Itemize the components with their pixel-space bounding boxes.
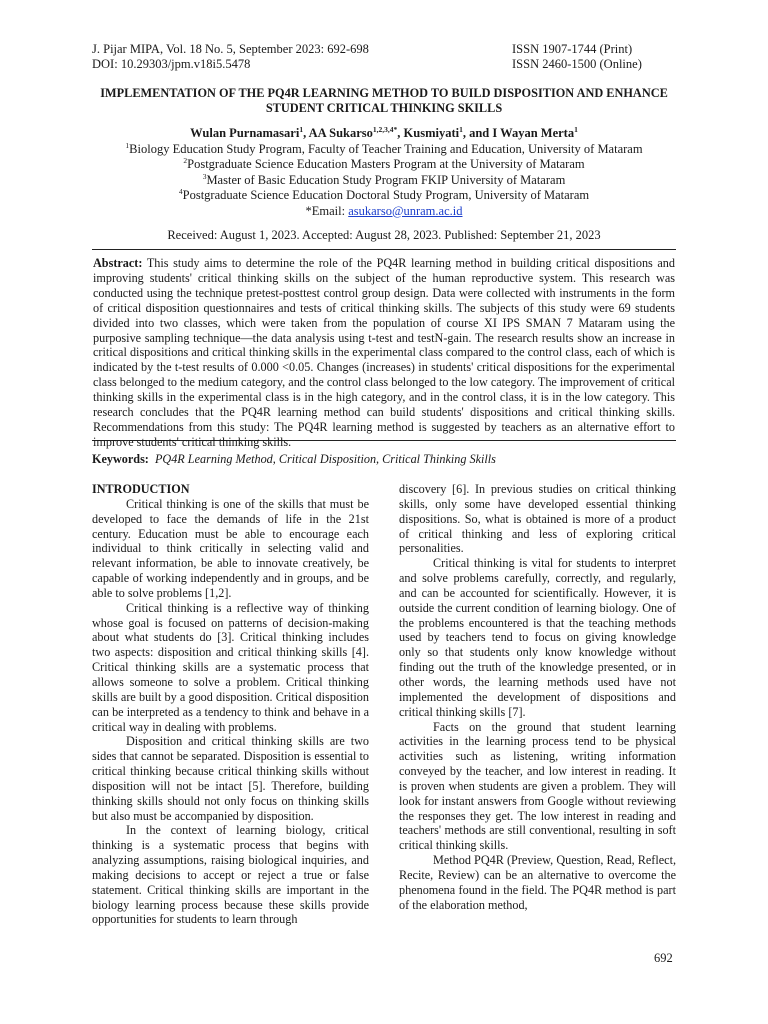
received-dates: Received: August 1, 2023. Accepted: August 28, 2023. Published: September 21, 2023	[167, 228, 601, 242]
journal-header-left	[92, 42, 369, 72]
paragraph: In the context of learning biology, critical thinking is a systematic process that begins with analyzing assumptions, raising biological inquiries, and making decisions to accept or reject a true or false statement. Critical thinking skills are important in the biology learning process because these skills provide opportunities for students to learn through	[92, 823, 369, 927]
paragraph: Facts on the ground that student learning activities in the learning process tend to be physical activities such as listening, writing information conveyed by the teacher, and low interest in reading. It is proven when students are given a problem. They will look for instant answers from Google without reviewing the responses they get. The low interest in reading and teachers' methods are still conventional, resulting in soft critical thinking skills.	[399, 719, 676, 853]
left-column	[92, 482, 369, 927]
affiliation-text: Postgraduate Science Education Masters Program at the University of Mataram	[187, 157, 585, 171]
issn-online: ISSN 2460-1500 (Online)	[512, 57, 642, 71]
paper-title: IMPLEMENTATION OF THE PQ4R LEARNING METHOD TO BUILD DISPOSITION AND ENHANCE STUDENT CRITICAL THINKING SKILLS	[100, 86, 668, 115]
author-sup: 1	[459, 124, 463, 134]
paragraph: discovery [6]. In previous studies on critical thinking skills, only some have developed essential thinking dispositions. So, what is obtained is more of a product of critical thinking and less of exploring critical personalities.	[399, 482, 676, 556]
abstract-text: This study aims to determine the role of the PQ4R learning method in building critical dispositions and improving students' critical thinking skills on the subject of the human reproductive system. This research was conducted using the technique pretest-posttest control group design. Data were collected with instruments in the form of critical disposition questionnaires and tests of critical thinking skills. The subjects of this study were 69 students divided into two classes, which were taken from the population of course XI IPS SMAN 7 Mataram using the purposive sampling technique—the data analysis using t-test and testN-gain. The research results show an increase in critical dispositions and critical thinking skills in the experimental class compared to the control class, each of which is indicated by the t-test results of 0.000 <0.05. Changes (increases) in students' critical dispositions for the experimental class belonged to the medium category, and the control class belonged to the low category. The improvement of critical thinking skills in the experimental class is in the high category, and in the control class, it is in the low category. This research concludes that the PQ4R learning method can build students' dispositions and critical thinking skills. Recommendations from this study: The PQ4R learning method is suggested by teachers as an alternative effort to improve students' critical thinking skills.	[93, 256, 675, 449]
author-name: , Kusmiyati	[397, 126, 460, 140]
section-heading-introduction: INTRODUCTION	[92, 482, 190, 496]
abstract-label: Abstract:	[93, 256, 143, 270]
author-name: , and I Wayan Merta	[462, 126, 575, 140]
author-name: Wulan Purnamasari	[190, 126, 300, 140]
affiliation-text: Biology Education Study Program, Faculty of Teacher Training and Education, University of Mataram	[129, 141, 643, 156]
author-sup: 1	[299, 124, 304, 134]
paragraph: Method PQ4R (Preview, Question, Read, Reflect, Recite, Review) can be an alternative to overcome the phenomena found in the field. The PQ4R method is part of the elaboration method,	[399, 853, 676, 912]
affiliation	[92, 188, 676, 204]
page-number: 692	[654, 951, 673, 965]
email-line	[92, 204, 676, 220]
paragraph: Disposition and critical thinking skills are two sides that cannot be separated. Disposition is essential to critical thinking because critical thinking skills without disposition will not be intact [5]. Therefore, building thinking skills should not only focus on thinking skills but also must be accompanied by disposition.	[92, 734, 369, 823]
author-sup: 1	[574, 124, 578, 134]
author-sup: 1,2,3,4*	[372, 124, 398, 134]
affiliation-sup: 2	[183, 155, 188, 165]
paragraph: Critical thinking is vital for students to interpret and solve problems carefully, correctly, and regularly, and can be accounted for scientifically. However, it is outside the current condition of learning biology. One of the problems encountered is that the teaching methods used by teachers tend to focus on giving knowledge only so that students only know knowledge without finding out the truth of the knowledge presented, or in other words, the learning methods used have not implemented the development of dispositions and critical thinking skills [7].	[399, 556, 676, 719]
keywords	[92, 452, 676, 467]
affiliation-text: Postgraduate Science Education Doctoral Study Program, University of Mataram	[182, 188, 590, 202]
affiliation-sup: 4	[178, 186, 183, 196]
affiliation-text: Master of Basic Education Study Program FKIP University of Mataram	[206, 172, 566, 187]
keywords-text: PQ4R Learning Method, Critical Disposition, Critical Thinking Skills	[154, 452, 496, 466]
author-list	[92, 126, 676, 142]
affiliation	[92, 173, 676, 189]
paragraph: Critical thinking is a reflective way of thinking whose goal is focused on patterns of decision-making about what students do [3]. Critical thinking includes two aspects: disposition and critical thinking skills [4]. Critical thinking skills are a systematic process that allows someone to solve a problem. Critical thinking skills are built by a good disposition. Critical disposition can be interpreted as a tendency to think and behave in a critical way in dealing with problems.	[92, 600, 369, 734]
author-block	[92, 126, 676, 219]
paragraph: Critical thinking is one of the skills that must be developed to face the demands of life in the 21st century. Education must be able to encourage each individual to think critically in selecting valid and relevant information, be able to innovate creatively, be capable of working independently and in groups, and be able to solve problems [1,2].	[92, 496, 369, 600]
email-link[interactable]: asukarso@unram.ac.id	[348, 203, 463, 218]
journal-citation: J. Pijar MIPA, Vol. 18 No. 5, September 2023: 692-698	[92, 42, 369, 56]
affiliation-sup: 3	[202, 171, 207, 181]
affiliation	[92, 157, 676, 173]
issn-print: ISSN 1907-1744 (Print)	[512, 42, 633, 56]
keywords-label: Keywords:	[92, 452, 149, 466]
email-label: *Email:	[305, 203, 349, 218]
affiliation	[92, 142, 676, 158]
doi: DOI: 10.29303/jpm.v18i5.5478	[92, 57, 251, 71]
affiliation-sup: 1	[125, 140, 130, 150]
abstract	[92, 249, 676, 449]
journal-header-right	[512, 42, 642, 72]
right-column	[399, 482, 676, 912]
author-name: , AA Sukarso	[303, 126, 373, 140]
